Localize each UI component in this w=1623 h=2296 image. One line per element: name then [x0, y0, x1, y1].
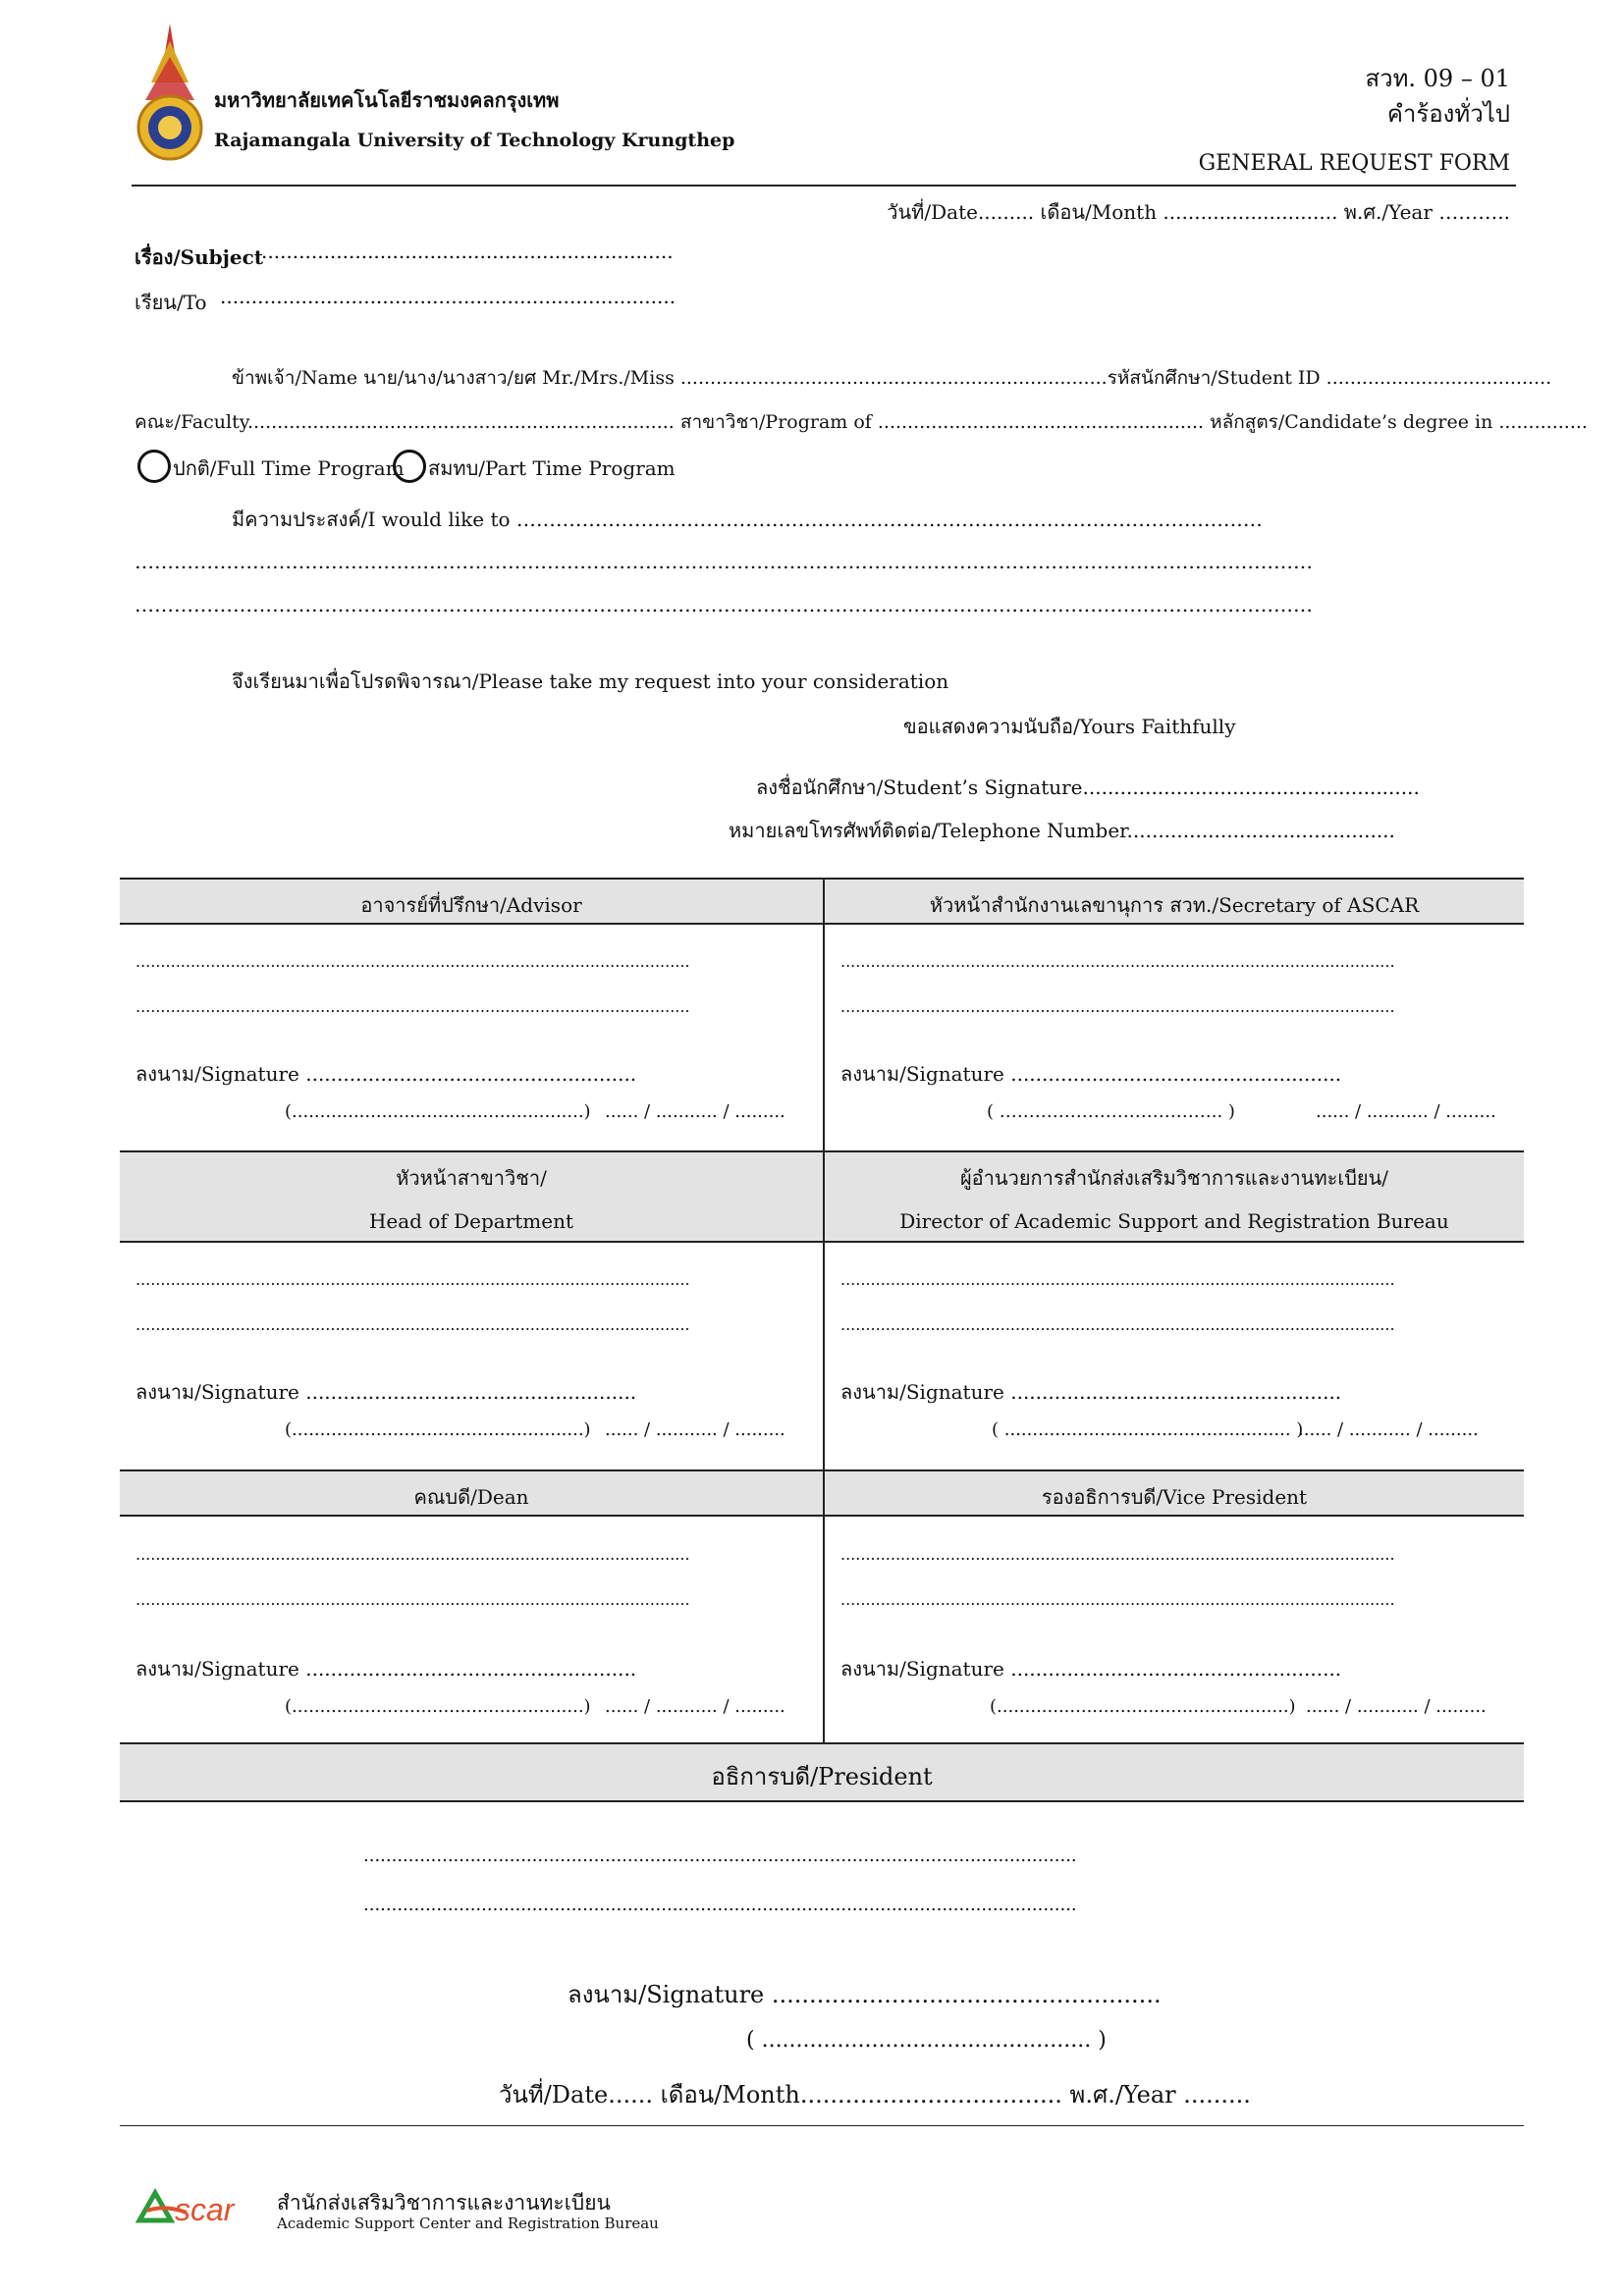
director-date[interactable]: ...... / ........... / ......... [1298, 1419, 1479, 1440]
student-signature-field[interactable]: ลงชื่อนักศึกษา/Student’s Signature...................................................... [756, 775, 1420, 799]
grid-rule [120, 923, 1524, 925]
secretary-date[interactable]: ...... / ........... / ......... [1316, 1101, 1496, 1122]
vice-president-name[interactable]: (....................................................) [990, 1696, 1296, 1717]
subject-field[interactable]: .................................................................. [261, 240, 674, 263]
secretary-comment-2[interactable]: ............................................................................................................... [840, 997, 1395, 1016]
to-label: เรียน/To [135, 291, 207, 314]
full-time-radio[interactable] [137, 450, 171, 483]
university-emblem-icon [130, 24, 210, 161]
to-field[interactable]: ......................................................................... [220, 285, 676, 308]
dean-date[interactable]: ...... / ........... / ......... [605, 1696, 785, 1717]
ascar-logo-icon [135, 2187, 273, 2230]
advisor-header: อาจารย์ที่ปรึกษา/Advisor [360, 893, 582, 917]
full-time-label: ปกติ/Full Time Program [173, 456, 405, 480]
head-dept-comment-2[interactable]: ............................................................................................................... [135, 1315, 690, 1334]
vice-president-header: รองอธิการบดี/Vice President [1041, 1485, 1308, 1509]
subject-label: เรื่อง/Subject [135, 245, 264, 269]
grid-rule [120, 1515, 1524, 1517]
advisor-name[interactable]: (....................................................) [285, 1101, 591, 1122]
form-code: สวท. 09 – 01 [1365, 65, 1510, 92]
telephone-field[interactable]: หมายเลขโทรศัพท์ติดต่อ/Telephone Number........................................... [729, 819, 1395, 842]
form-title-en: GENERAL REQUEST FORM [1198, 151, 1510, 176]
head-dept-name[interactable]: (....................................................) [285, 1419, 591, 1440]
date-line: วันที่/Date......... เดือน/Month ............................ พ.ศ./Year ……….. [887, 200, 1510, 224]
consideration-text: จึงเรียนมาเพื่อโปรดพิจารณา/Please take my request into your consideration [232, 669, 949, 693]
secretary-signature[interactable]: ลงนาม/Signature ..................................................... [840, 1062, 1342, 1086]
president-name[interactable]: ( ................................................ ) [746, 2028, 1107, 2053]
part-time-label: สมทบ/Part Time Program [428, 456, 676, 480]
faculty-line[interactable]: คณะ/Faculty........................................................................ สาขาวิชา/Program of ....................................................... หลักสูตร/Candidate’s degree in ............... [135, 411, 1588, 433]
header-rule [132, 185, 1516, 187]
president-comment-1[interactable]: ............................................................................................................................... [363, 1845, 1077, 1866]
svg-text:scar: scar [175, 2192, 235, 2227]
director-signature[interactable]: ลงนาม/Signature ..................................................... [840, 1380, 1342, 1404]
dean-comment-1[interactable]: ............................................................................................................... [135, 1545, 690, 1564]
intent-line[interactable]: มีความประสงค์/I would like to …………………………………………………………………………………………………… [232, 507, 1263, 531]
grid-rule [120, 1469, 1524, 1471]
dean-header: คณบดี/Dean [413, 1485, 529, 1509]
head-dept-header-th: หัวหน้าสาขาวิชา/ [396, 1166, 547, 1190]
president-comment-2[interactable]: ............................................................................................................................... [363, 1895, 1077, 1915]
footer-office-en: Academic Support Center and Registration Bureau [277, 2215, 659, 2232]
grid-rule [120, 1742, 1524, 1744]
head-dept-signature[interactable]: ลงนาม/Signature ..................................................... [135, 1380, 637, 1404]
yours-faithfully: ขอแสดงความนับถือ/Yours Faithfully [903, 715, 1236, 738]
advisor-comment-1[interactable]: ............................................................................................................... [135, 952, 690, 971]
president-date[interactable]: วันที่/Date...... เดือน/Month................................... พ.ศ./Year ......... [499, 2081, 1251, 2109]
footer-office-th: สำนักส่งเสริมวิชาการและงานทะเบียน [277, 2191, 611, 2215]
director-name[interactable]: ( ................................................... ) [992, 1419, 1304, 1440]
president-header: อธิการบดี/President [711, 1763, 933, 1790]
grid-rule [120, 1800, 1524, 1802]
dean-signature[interactable]: ลงนาม/Signature ..................................................... [135, 1657, 637, 1681]
vice-president-comment-1[interactable]: ............................................................................................................... [840, 1545, 1395, 1564]
secretary-comment-1[interactable]: ............................................................................................................... [840, 952, 1395, 971]
head-dept-date[interactable]: ...... / ........... / ......... [605, 1419, 785, 1440]
director-comment-2[interactable]: ............................................................................................................... [840, 1315, 1395, 1334]
vice-president-signature[interactable]: ลงนาม/Signature ..................................................... [840, 1657, 1342, 1681]
vice-president-date[interactable]: ...... / ........... / ......... [1306, 1696, 1487, 1717]
name-line[interactable]: ข้าพเจ้า/Name นาย/นาง/นางสาว/ยศ Mr./Mrs./Miss ........................................................................รหัสนักศึกษา/Student ID ...................................... [232, 367, 1552, 389]
president-signature[interactable]: ลงนาม/Signature .................................................... [568, 1981, 1162, 2008]
advisor-comment-2[interactable]: ............................................................................................................... [135, 997, 690, 1016]
dean-name[interactable]: (....................................................) [285, 1696, 591, 1717]
grid-rule [120, 878, 1524, 880]
footer-rule [120, 2125, 1524, 2126]
intent-line-2[interactable]: ……………………………………………………………………………………………………………………………………………………………… [135, 550, 1313, 573]
secretary-header: หัวหน้าสำนักงานเลขานุการ สวท./Secretary of ASCAR [929, 893, 1420, 917]
dean-comment-2[interactable]: ............................................................................................................... [135, 1590, 690, 1609]
secretary-name[interactable]: ( ……………………………….. ) [987, 1101, 1235, 1122]
form-title-th: คำร้องทั่วไป [1386, 100, 1510, 128]
intent-line-3[interactable]: ……………………………………………………………………………………………………………………………………………………………… [135, 593, 1313, 616]
director-header-th: ผู้อำนวยการสำนักส่งเสริมวิชาการและงานทะเบียน/ [959, 1166, 1389, 1190]
grid-rule [120, 1241, 1524, 1243]
grid-divider [823, 878, 825, 1742]
head-dept-header-en: Head of Department [368, 1209, 574, 1233]
advisor-date[interactable]: ...... / ........... / ......... [605, 1101, 785, 1122]
advisor-signature[interactable]: ลงนาม/Signature ..................................................... [135, 1062, 637, 1086]
part-time-radio[interactable] [393, 450, 426, 483]
grid-rule [120, 1150, 1524, 1152]
university-name-th: มหาวิทยาลัยเทคโนโลยีราชมงคลกรุงเทพ [214, 88, 560, 112]
director-comment-1[interactable]: ............................................................................................................... [840, 1270, 1395, 1289]
university-name-en: Rajamangala University of Technology Krungthep [214, 130, 735, 151]
head-dept-comment-1[interactable]: ............................................................................................................... [135, 1270, 690, 1289]
vice-president-comment-2[interactable]: ............................................................................................................... [840, 1590, 1395, 1609]
director-header-en: Director of Academic Support and Registration Bureau [899, 1209, 1449, 1233]
